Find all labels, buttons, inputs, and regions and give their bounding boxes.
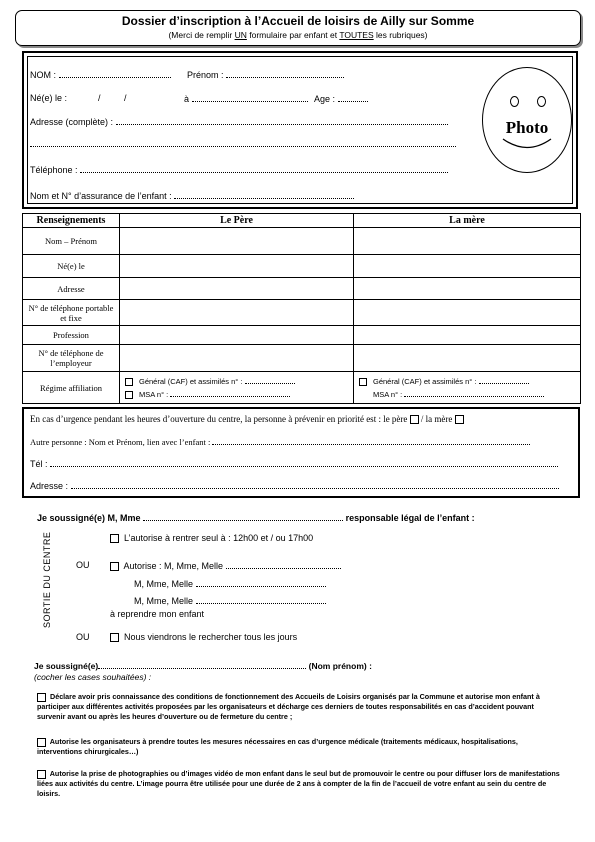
smiley-eye-icon <box>510 96 519 107</box>
table-header-row <box>23 214 581 228</box>
checkbox-icon[interactable] <box>125 378 133 386</box>
nom-field[interactable] <box>30 69 171 80</box>
regime-msa-label: MSA n° : <box>139 389 169 399</box>
address-line-2[interactable] <box>30 138 456 149</box>
option-recherche-label: Nous viendrons le rechercher tous les jours <box>124 632 298 642</box>
pere-cell[interactable] <box>120 345 354 372</box>
checkbox-pere[interactable] <box>410 415 419 424</box>
photo-label: Photo <box>505 118 549 137</box>
emergency-mere-text: / la mère <box>420 414 453 424</box>
emergency-address-label: Adresse : <box>30 481 69 491</box>
checkbox-icon[interactable] <box>125 391 133 399</box>
regime-general-label: Général (CAF) et assimilés n° : <box>139 376 243 386</box>
checkbox-icon[interactable] <box>110 562 119 571</box>
option-autorise[interactable] <box>110 560 341 571</box>
option-autorise-label: Autorise : M, Mme, Melle <box>123 561 224 571</box>
address-label: Adresse (complète) : <box>30 117 114 127</box>
table-row <box>23 228 581 255</box>
table-row <box>23 372 581 404</box>
table-row <box>23 300 581 326</box>
insurance-label: Nom et N° d’assurance de l’enfant : <box>30 191 172 201</box>
row-label: Profession <box>23 326 120 345</box>
subtitle-un: UN <box>234 30 247 40</box>
emergency-other-person-field[interactable] <box>30 436 530 447</box>
checkbox-icon[interactable] <box>37 770 46 779</box>
option-rentrer-seul-label: L’autorise à rentrer seul à : 12h00 et / ou 17h00 <box>124 533 314 543</box>
declaration-soussigne-line[interactable] <box>34 660 372 671</box>
emergency-address-field[interactable] <box>30 480 559 491</box>
insurance-field[interactable] <box>30 190 354 201</box>
birthplace-field[interactable] <box>184 93 308 104</box>
ou-label: OU <box>76 560 90 570</box>
emergency-priority-text: En cas d’urgence pendant les heures d’ouverture du centre, la personne à prévenir en priorité est : le père <box>30 414 408 424</box>
pere-regime-general[interactable] <box>125 375 351 388</box>
checkbox-icon[interactable] <box>37 693 46 702</box>
telephone-label: Téléphone : <box>30 165 78 175</box>
date-slash: / <box>98 93 101 103</box>
prenom-label: Prénom : <box>187 70 224 80</box>
mere-regime-cell <box>354 372 581 404</box>
declaration-item-3[interactable] <box>37 769 561 799</box>
row-label: Nom – Prénom <box>23 228 120 255</box>
pere-cell[interactable] <box>120 255 354 278</box>
table-row <box>23 345 581 372</box>
mm-label: M, Mme, Melle <box>134 579 194 589</box>
declaration-soussigne-label: Je soussigné(e) <box>34 661 99 671</box>
option-recherche[interactable] <box>110 632 297 642</box>
checkbox-icon[interactable] <box>110 633 119 642</box>
mere-cell[interactable] <box>354 326 581 345</box>
row-label: Régime affiliation <box>23 372 120 404</box>
mm-label: M, Mme, Melle <box>134 596 194 606</box>
authorized-person-2[interactable] <box>134 578 326 589</box>
checkbox-icon[interactable] <box>37 738 46 747</box>
smiley-eye-icon <box>537 96 546 107</box>
row-label: N° de téléphone de l’employeur <box>23 345 120 372</box>
mere-regime-general[interactable] <box>359 375 578 388</box>
option-rentrer-seul[interactable] <box>110 533 313 543</box>
table-row <box>23 326 581 345</box>
birthdate-label: Né(e) le : <box>30 93 68 103</box>
regime-msa-label: MSA n° : <box>373 389 403 399</box>
table-row <box>23 278 581 300</box>
mere-cell[interactable] <box>354 345 581 372</box>
subtitle-part: les rubriques) <box>373 30 428 40</box>
row-label: Adresse <box>23 278 120 300</box>
subtitle-part: (Merci de remplir <box>168 30 235 40</box>
mere-cell[interactable] <box>354 300 581 326</box>
nom-prenom-label: (Nom prénom) : <box>308 661 372 671</box>
row-label: N° de téléphone portable et fixe <box>23 300 120 326</box>
birthdate-field[interactable] <box>30 93 67 103</box>
emergency-other-label: Autre personne : Nom et Prénom, lien avec l’enfant : <box>30 437 211 447</box>
mere-cell[interactable] <box>354 278 581 300</box>
subtitle-toutes: TOUTES <box>339 30 374 40</box>
document-title: Dossier d’inscription à l’Accueil de loisirs de Ailly sur Somme <box>121 14 475 28</box>
pere-regime-msa[interactable] <box>125 388 351 401</box>
declaration-text-2: Autorise les organisateurs à prendre toutes les mesures nécessaires en cas d’urgence médicale (traitements médicaux, hospitalisations, interventions chirurgicales…) <box>37 737 518 756</box>
age-field[interactable] <box>314 93 368 104</box>
checkbox-icon[interactable] <box>110 534 119 543</box>
pere-cell[interactable] <box>120 228 354 255</box>
cocher-instruction: (cocher les cases souhaitées) : <box>34 672 152 682</box>
nom-label: NOM : <box>30 70 56 80</box>
mere-cell[interactable] <box>354 228 581 255</box>
declaration-item-2[interactable] <box>37 737 561 757</box>
checkbox-mere[interactable] <box>455 415 464 424</box>
pere-cell[interactable] <box>120 326 354 345</box>
subtitle-part: formulaire par enfant et <box>246 30 340 40</box>
emergency-priority-line <box>30 414 464 424</box>
col-header-renseignements: Renseignements <box>23 214 120 228</box>
declaration-item-1[interactable] <box>37 692 561 722</box>
legal-guardian-line[interactable] <box>37 512 475 523</box>
address-field[interactable] <box>30 116 448 127</box>
row-label: Né(e) le <box>23 255 120 278</box>
age-label: Age : <box>314 94 336 104</box>
photo-placeholder[interactable] <box>482 67 572 173</box>
pere-cell[interactable] <box>120 300 354 326</box>
regime-general-label: Général (CAF) et assimilés n° : <box>373 376 477 386</box>
emergency-tel-label: Tél : <box>30 459 48 469</box>
smiley-mouth-icon <box>501 136 553 150</box>
declaration-text-1: Déclare avoir pris connaissance des conditions de fonctionnement des Accueils de Loisirs organisés par la Commune et autorise mon enfant à participer aux différentes activités proposées par les organisateurs et décharge ces derniers de toutes responsabilités en cas d’accident pouvant survenir avant ou après les heures d’ouverture ou de fermeture du centre ; <box>37 692 540 721</box>
telephone-field[interactable] <box>30 164 448 175</box>
authorized-person-3[interactable] <box>134 595 326 606</box>
birthplace-label: à <box>184 94 190 104</box>
col-header-pere: Le Père <box>120 214 354 228</box>
document-header <box>15 10 581 46</box>
reprendre-label: à reprendre mon enfant <box>110 609 205 619</box>
emergency-tel-field[interactable] <box>30 458 558 469</box>
pere-cell[interactable] <box>120 278 354 300</box>
ou-label: OU <box>76 632 90 642</box>
checkbox-icon[interactable] <box>359 378 367 386</box>
parents-table <box>22 213 581 404</box>
document-subtitle <box>16 30 580 40</box>
pere-regime-cell <box>120 372 354 404</box>
mere-cell[interactable] <box>354 255 581 278</box>
responsable-label: responsable légal de l’enfant : <box>345 513 475 523</box>
declaration-text-3: Autorise la prise de photographies ou d’images vidéo de mon enfant dans le seul but de promouvoir le centre ou pour diffuser lors de manifestations liées aux activités du centre. L’image pourra être utilisée pour une durée de 2 ans à compter de la fin de l’accueil de votre enfant au sein du centre de loisirs. <box>37 769 560 798</box>
table-row <box>23 255 581 278</box>
mere-regime-msa[interactable] <box>359 388 578 401</box>
date-slash: / <box>124 93 127 103</box>
soussigne-label: Je soussigné(e) M, Mme <box>37 513 141 523</box>
col-header-mere: La mère <box>354 214 581 228</box>
prenom-field[interactable] <box>187 69 344 80</box>
sortie-vertical-label: SORTIE DU CENTRE <box>42 531 52 628</box>
